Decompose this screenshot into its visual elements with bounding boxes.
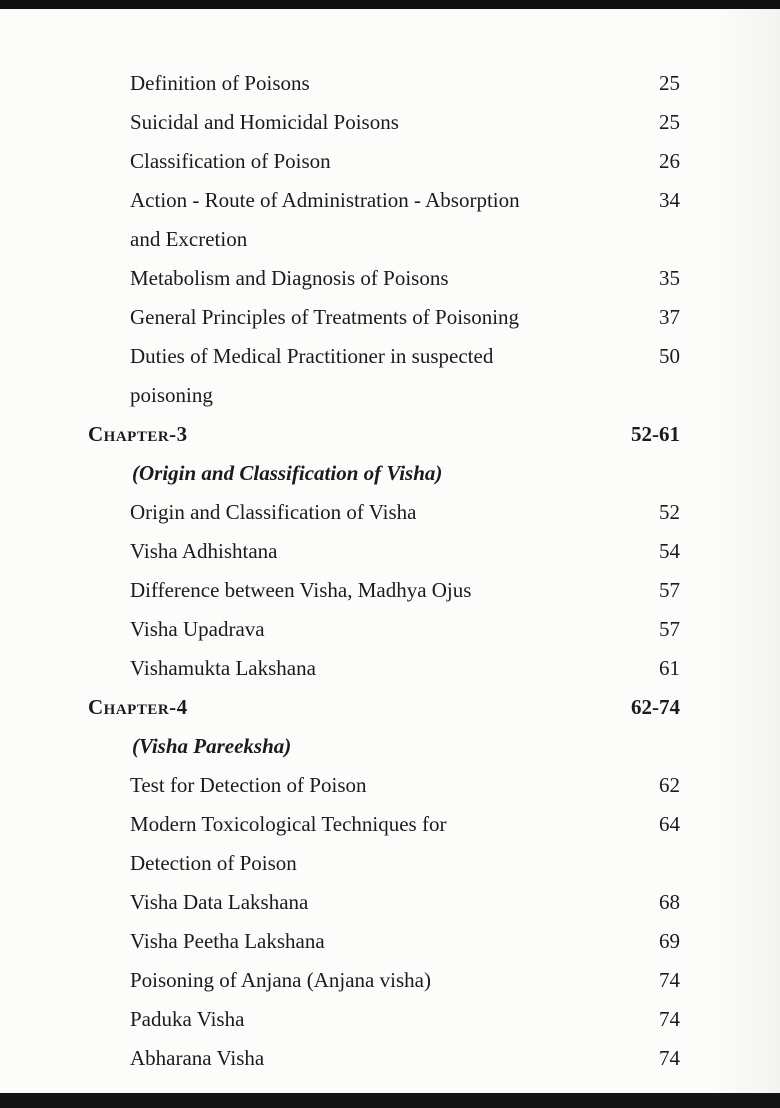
- toc-entry-label: Visha Adhishtana: [130, 539, 278, 563]
- toc-entry-label: Metabolism and Diagnosis of Poisons: [130, 266, 449, 290]
- toc-entry-label: Test for Detection of Poison: [130, 773, 367, 797]
- toc-entry-label: Poisoning of Anjana (Anjana visha): [130, 968, 431, 992]
- toc-entry-page-number: 37: [659, 305, 680, 329]
- toc-entry-page-number: 34: [659, 188, 680, 212]
- toc-entry-item: [88, 181, 680, 259]
- toc-entry-chapter: [88, 688, 680, 727]
- toc-entry-page-number: 54: [659, 539, 680, 563]
- toc-entry-label: Visha Upadrava: [130, 617, 265, 641]
- toc-entry-label: Difference between Visha, Madhya Ojus: [130, 578, 472, 602]
- toc-entry-item: [88, 571, 680, 610]
- toc-entry-item: [88, 922, 680, 961]
- toc-entry-page-number: 69: [659, 929, 680, 953]
- toc-entry-item: [88, 610, 680, 649]
- table-of-contents: [88, 64, 680, 1078]
- toc-entry-item: [88, 1000, 680, 1039]
- toc-entry-item: [88, 805, 680, 883]
- toc-entry-page-number: 61: [659, 656, 680, 680]
- toc-entry-label: Abharana Visha: [130, 1046, 265, 1070]
- toc-entry-item: [88, 298, 680, 337]
- toc-entry-page-number: 62: [659, 773, 680, 797]
- toc-entry-label: Visha Peetha Lakshana: [130, 929, 325, 953]
- toc-entry-page-number: 25: [659, 110, 680, 134]
- toc-entry-page-number: 52: [659, 500, 680, 524]
- toc-entry-subtitle: [88, 454, 680, 493]
- toc-entry-label: Chapter-3: [88, 422, 188, 446]
- toc-entry-item: [88, 1039, 680, 1078]
- toc-entry-label: Vishamukta Lakshana: [130, 656, 316, 680]
- toc-entry-subtitle: [88, 727, 680, 766]
- toc-entry-label: Origin and Classification of Visha: [130, 500, 417, 524]
- toc-entry-label: Suicidal and Homicidal Poisons: [130, 110, 399, 134]
- toc-entry-label: Visha Data Lakshana: [130, 890, 309, 914]
- toc-entry-page-number: 57: [659, 578, 680, 602]
- toc-entry-page-number: 68: [659, 890, 680, 914]
- toc-entry-label: General Principles of Treatments of Poisoning: [130, 305, 520, 329]
- toc-entry-page-number: 74: [659, 968, 680, 992]
- toc-entry-label: (Visha Pareeksha): [132, 734, 292, 758]
- toc-entry-page-number: 50: [659, 344, 680, 368]
- toc-entry-label: Paduka Visha: [130, 1007, 245, 1031]
- toc-entry-item: [88, 493, 680, 532]
- toc-entry-item: [88, 64, 680, 103]
- toc-entry-label: Modern Toxicological Techniques for Detection of Poison: [130, 812, 447, 875]
- toc-entry-item: [88, 142, 680, 181]
- toc-entry-item: [88, 532, 680, 571]
- toc-entry-page-number: 74: [659, 1007, 680, 1031]
- toc-entry-page-number: 25: [659, 71, 680, 95]
- toc-entry-label: Action - Route of Administration - Absorption and Excretion: [130, 188, 520, 251]
- toc-entry-page-number: 74: [659, 1046, 680, 1070]
- toc-entry-item: [88, 103, 680, 142]
- toc-entry-item: [88, 649, 680, 688]
- toc-entry-label: Classification of Poison: [130, 149, 331, 173]
- scan-artifact-top-bar: [0, 0, 780, 9]
- toc-entry-item: [88, 766, 680, 805]
- toc-entry-label: Duties of Medical Practitioner in suspected poisoning: [130, 344, 494, 407]
- toc-entry-item: [88, 337, 680, 415]
- toc-entry-item: [88, 883, 680, 922]
- toc-entry-page-number: 52-61: [631, 422, 680, 446]
- toc-entry-item: [88, 961, 680, 1000]
- toc-entry-chapter: [88, 415, 680, 454]
- toc-entry-item: [88, 259, 680, 298]
- toc-entry-label: (Origin and Classification of Visha): [132, 461, 443, 485]
- scan-artifact-right-edge: [710, 0, 780, 1108]
- toc-entry-label: Chapter-4: [88, 695, 188, 719]
- toc-entry-page-number: 35: [659, 266, 680, 290]
- toc-entry-page-number: 62-74: [631, 695, 680, 719]
- toc-entry-page-number: 26: [659, 149, 680, 173]
- scan-artifact-bottom-bar: [0, 1093, 780, 1108]
- toc-entry-page-number: 64: [659, 812, 680, 836]
- toc-entry-label: Definition of Poisons: [130, 71, 310, 95]
- toc-entry-page-number: 57: [659, 617, 680, 641]
